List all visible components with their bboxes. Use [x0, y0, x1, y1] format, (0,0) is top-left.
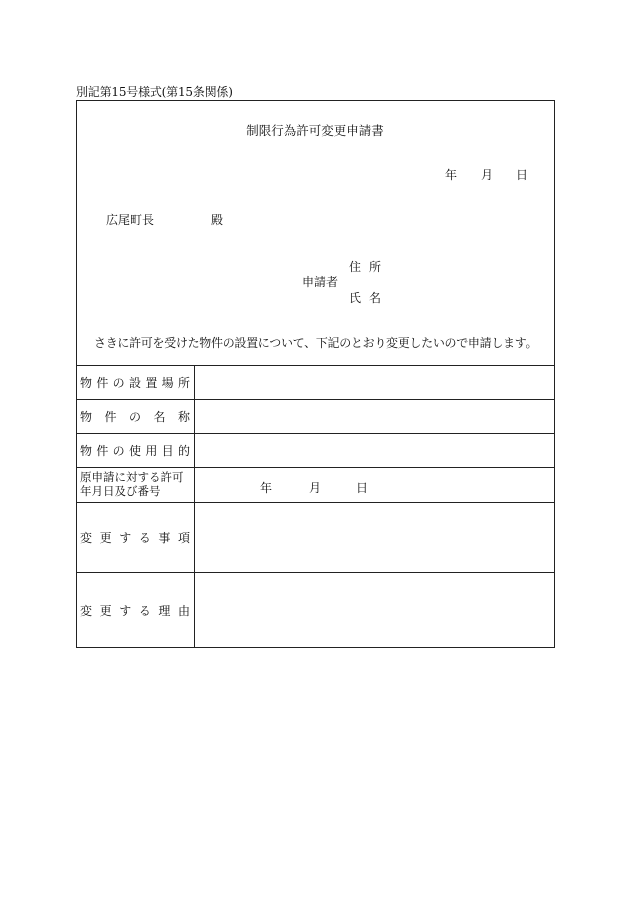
label-original-permit-line1: 原申請に対する許可 [80, 470, 184, 484]
label-char: 変 [80, 531, 93, 545]
date-year-label: 年 [445, 168, 458, 182]
label-char: 置 [145, 376, 158, 390]
label-char: 物 [80, 444, 93, 458]
application-statement: さきに許可を受けた物件の設置について、下記のとおり変更したいので申請します。 [94, 336, 538, 350]
label-installation-site [80, 366, 190, 399]
label-char: 理 [158, 604, 171, 618]
label-char: 目 [161, 444, 174, 458]
label-char: 物 [80, 410, 93, 424]
permit-day-label: 日 [356, 481, 369, 495]
label-char: の [112, 444, 125, 458]
label-char: す [119, 604, 132, 618]
label-char: 場 [161, 376, 174, 390]
label-char: の [112, 376, 125, 390]
label-char: 更 [99, 531, 112, 545]
addressee: 広尾町長 [106, 213, 155, 227]
table-column-divider [194, 365, 195, 648]
date-month-label: 月 [481, 168, 494, 182]
label-char: 件 [104, 410, 117, 424]
table-row-divider [76, 467, 555, 468]
date-day-label: 日 [516, 168, 529, 182]
label-char: る [138, 531, 151, 545]
label-char: 項 [177, 531, 190, 545]
label-object-name [80, 400, 190, 433]
label-char: 由 [177, 604, 190, 618]
label-char: 用 [145, 444, 158, 458]
label-reason-for-change [80, 573, 190, 648]
label-char: 設 [128, 376, 141, 390]
label-original-permit-line2: 年月日及び番号 [80, 484, 161, 498]
label-usage-purpose [80, 434, 190, 467]
label-original-permit [80, 470, 184, 498]
label-char: 件 [96, 376, 109, 390]
label-char: 更 [99, 604, 112, 618]
label-char: す [119, 531, 132, 545]
label-char: る [138, 604, 151, 618]
label-char: 物 [80, 376, 93, 390]
form-reference-note: 別記第15号様式(第15条関係) [76, 85, 233, 99]
permit-month-label: 月 [309, 481, 322, 495]
name-label: 氏名 [349, 291, 390, 305]
label-char: 件 [96, 444, 109, 458]
label-char: 的 [177, 444, 190, 458]
label-char: 使 [128, 444, 141, 458]
applicant-label: 申請者 [302, 275, 339, 289]
permit-year-label: 年 [260, 481, 273, 495]
label-char: 変 [80, 604, 93, 618]
label-char: 名 [153, 410, 166, 424]
label-char: 称 [177, 410, 190, 424]
address-label: 住所 [349, 260, 390, 274]
label-char: 事 [158, 531, 171, 545]
honorific: 殿 [211, 213, 224, 227]
label-char: の [128, 410, 141, 424]
form-title: 制限行為許可変更申請書 [246, 123, 384, 138]
label-matters-to-change [80, 503, 190, 572]
label-char: 所 [177, 376, 190, 390]
